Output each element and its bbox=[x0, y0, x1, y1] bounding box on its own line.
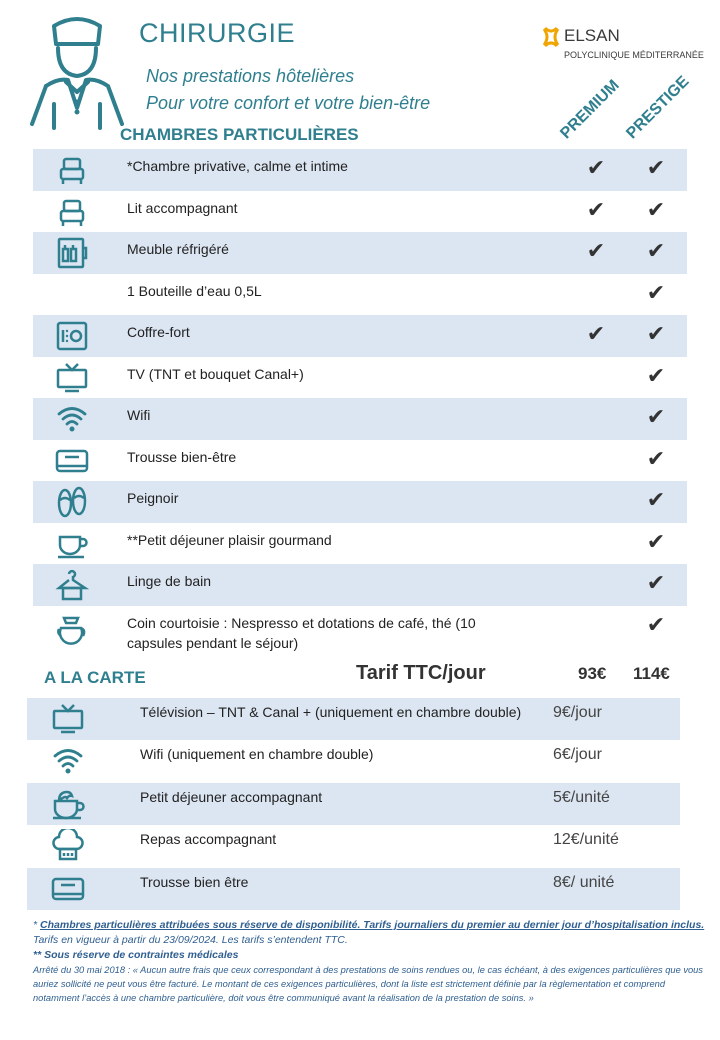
elsan-mark-icon bbox=[542, 26, 560, 48]
page-title: CHIRURGIE bbox=[139, 18, 296, 48]
subtitle-line-1: Nos prestations hôtelières bbox=[146, 66, 355, 86]
fridge-icon bbox=[55, 236, 89, 270]
row-label: TV (TNT et bouquet Canal+) bbox=[127, 365, 304, 382]
prestige-check: ✔ bbox=[646, 279, 666, 305]
prestige-check: ✔ bbox=[646, 445, 666, 471]
table-row bbox=[27, 698, 680, 740]
table-row bbox=[33, 315, 687, 357]
column-prestige: PRESTIGE bbox=[623, 73, 693, 143]
premium-check: ✔ bbox=[586, 238, 606, 263]
logo-name: ELSAN bbox=[564, 26, 620, 45]
row-label: Peignoir bbox=[127, 490, 179, 506]
a-la-carte-table bbox=[27, 698, 680, 910]
premium-check: ✔ bbox=[586, 321, 606, 346]
bed-icon bbox=[55, 153, 89, 187]
tarif-label: Tarif TTC/jour bbox=[356, 662, 486, 684]
tv-icon bbox=[55, 361, 89, 395]
row-label: Wifi bbox=[127, 407, 151, 423]
footnote-2: ** Sous réserve de contraintes médicales bbox=[33, 949, 239, 961]
table-row bbox=[27, 740, 680, 782]
section-title-rooms: CHAMBRES PARTICULIÈRES bbox=[120, 125, 359, 144]
logo-subtitle: POLYCLINIQUE MÉDITERRANÉE bbox=[564, 50, 704, 60]
prestige-check: ✔ bbox=[646, 528, 666, 554]
row-price: 8€/ unité bbox=[553, 873, 615, 891]
row-label: Wifi (uniquement en chambre double) bbox=[140, 746, 374, 763]
table-row bbox=[33, 606, 687, 656]
prestige-check: ✔ bbox=[646, 321, 666, 346]
table-row bbox=[33, 523, 687, 565]
section-title-a-la-carte: A LA CARTE bbox=[44, 668, 146, 687]
prestige-check: ✔ bbox=[646, 611, 666, 637]
prestige-check: ✔ bbox=[646, 570, 666, 595]
prestige-check: ✔ bbox=[646, 362, 666, 388]
footnote-star: * bbox=[33, 919, 41, 931]
table-row bbox=[27, 825, 680, 867]
premium-check: ✔ bbox=[586, 155, 606, 180]
wifi-icon bbox=[51, 744, 85, 778]
prestige-check: ✔ bbox=[646, 487, 666, 512]
bellboy-icon bbox=[28, 12, 126, 132]
price-premium: 93€ bbox=[578, 664, 607, 683]
row-label: 1 Bouteille d’eau 0,5L bbox=[127, 282, 262, 299]
table-row bbox=[27, 783, 680, 825]
breakfast-icon bbox=[51, 787, 85, 821]
table-row bbox=[33, 481, 687, 523]
cup-icon bbox=[55, 527, 89, 561]
footnote-1 bbox=[33, 918, 705, 948]
safe-icon bbox=[55, 319, 89, 353]
footnote-1-bold: Chambres particulières attribuées sous réserve de disponibilité. Tarifs journaliers du premier au dernier jour d’hospitalisation inclus. bbox=[40, 919, 705, 931]
premium-check: ✔ bbox=[586, 196, 606, 222]
table-row bbox=[33, 191, 687, 233]
table-row bbox=[33, 440, 687, 482]
row-price: 9€/jour bbox=[553, 704, 602, 721]
rooms-table bbox=[33, 149, 687, 656]
prestige-check: ✔ bbox=[646, 196, 666, 222]
footnote-1-rest: Tarifs en vigueur à partir du 23/09/2024. Les tarifs s’entendent TTC. bbox=[33, 934, 348, 946]
row-label: Trousse bien être bbox=[140, 873, 249, 890]
prestige-check: ✔ bbox=[646, 404, 666, 429]
row-label: Meuble réfrigéré bbox=[127, 241, 229, 257]
bed-icon bbox=[55, 195, 89, 229]
row-label: Petit déjeuner accompagnant bbox=[140, 788, 323, 805]
row-label: Télévision – TNT & Canal + (uniquement en chambre double) bbox=[140, 704, 522, 720]
kit-icon bbox=[51, 872, 85, 906]
column-premium: PREMIUM bbox=[557, 76, 623, 143]
footnotes bbox=[33, 918, 705, 1005]
prestige-check: ✔ bbox=[646, 238, 666, 263]
table-row bbox=[33, 232, 687, 274]
table-row bbox=[33, 274, 687, 316]
tv-icon bbox=[51, 702, 85, 736]
row-price: 5€/unité bbox=[553, 788, 610, 806]
row-label: *Chambre privative, calme et intime bbox=[127, 158, 348, 174]
row-price: 12€/unité bbox=[553, 831, 619, 849]
row-label: Trousse bien-être bbox=[127, 448, 237, 465]
wifi-icon bbox=[55, 402, 89, 436]
row-label: Lit accompagnant bbox=[127, 199, 238, 216]
subtitle-line-2: Pour votre confort et votre bien-être bbox=[146, 93, 431, 113]
legal-notice: Arrêté du 30 mai 2018 : « Aucun autre frais que ceux correspondant à des prestations de soins rendues ou, le cas échéant, à des exigences particulières que vous auriez sollicité ne peut vous être facturé. Le montant de ces exigences particulières, dont la liste est strictement définie par la règlementation et comprend notamment l’accès à une chambre particulière, doit vous être communiqué avant la réalisation de la prestation de soins. » bbox=[33, 965, 703, 1003]
row-label: Linge de bain bbox=[127, 573, 212, 589]
hanger-icon bbox=[55, 568, 89, 602]
elsan-logo bbox=[542, 26, 702, 66]
table-row bbox=[33, 149, 687, 191]
kettle-icon bbox=[55, 614, 89, 648]
row-price: 6€/jour bbox=[553, 746, 602, 764]
row-label: Repas accompagnant bbox=[140, 831, 277, 848]
kit-icon bbox=[55, 444, 89, 478]
row-label: **Petit déjeuner plaisir gourmand bbox=[127, 531, 332, 548]
price-prestige: 114€ bbox=[633, 664, 670, 683]
table-row bbox=[27, 868, 680, 910]
row-label: Coffre-fort bbox=[127, 324, 190, 340]
table-row bbox=[33, 398, 687, 440]
prestige-check: ✔ bbox=[646, 155, 666, 180]
table-row bbox=[33, 564, 687, 606]
row-label: Coin courtoisie : Nespresso et dotations de café, thé (10 capsules pendant le séjour) bbox=[127, 614, 476, 651]
chef-hat-icon bbox=[51, 829, 85, 863]
table-row bbox=[33, 357, 687, 399]
slippers-icon bbox=[55, 485, 89, 519]
